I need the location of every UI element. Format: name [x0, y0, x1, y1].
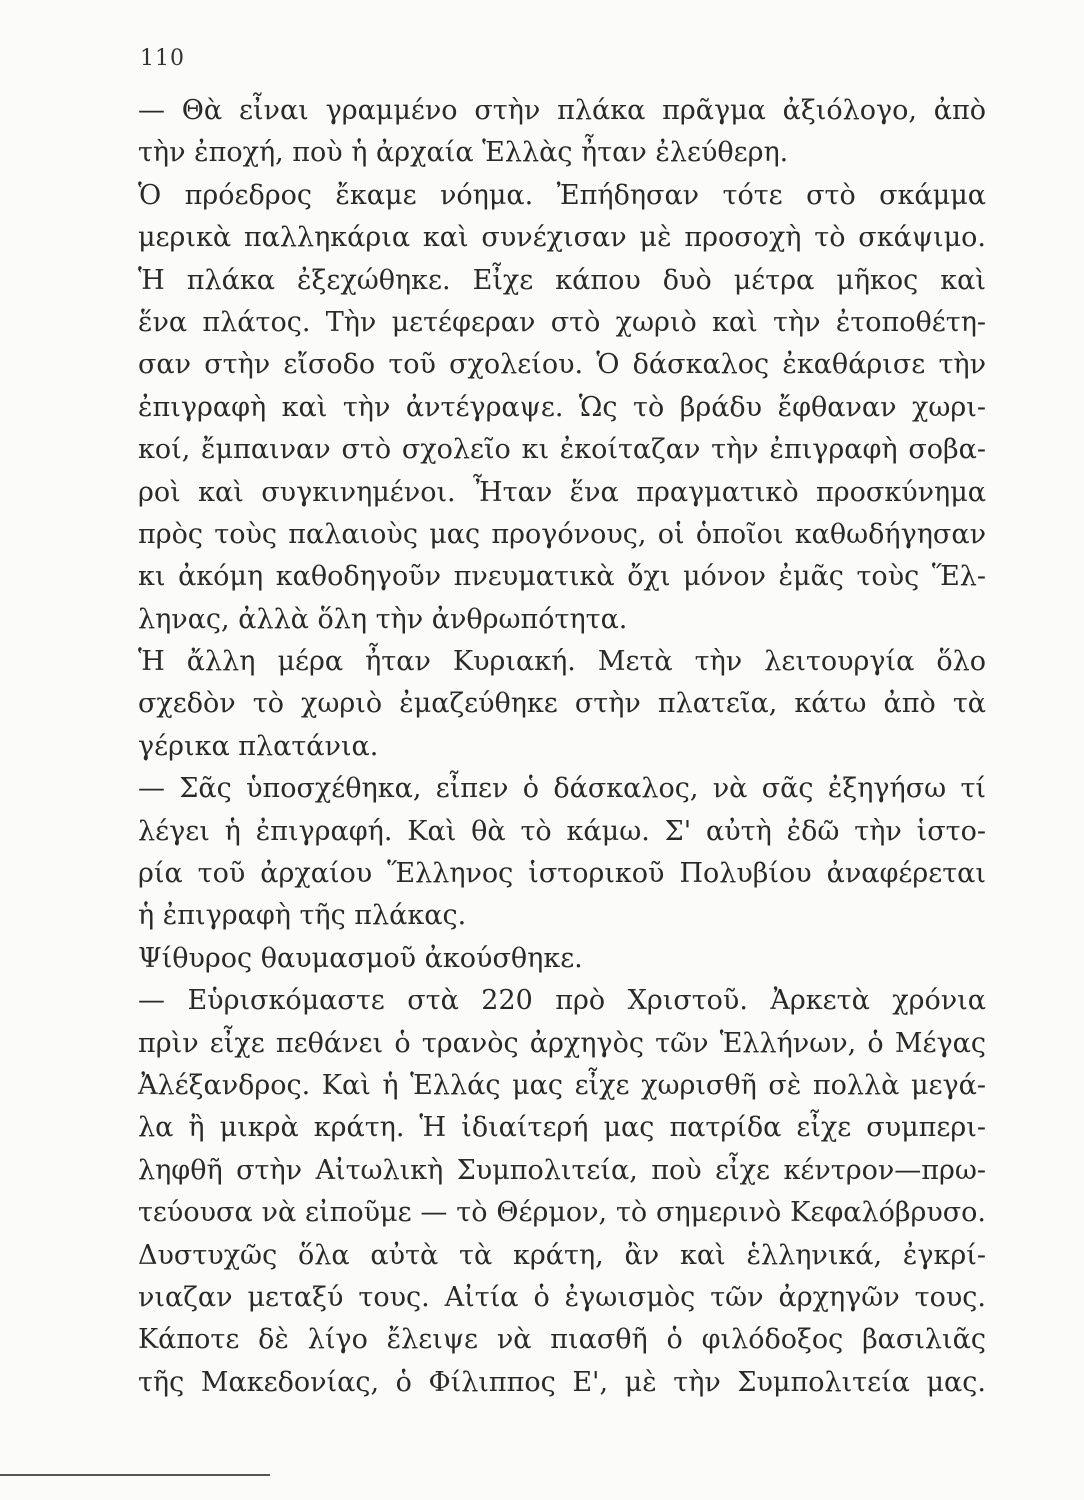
text-line: Κάποτε δὲ λίγο ἔλειψε νὰ πιασθῆ ὁ φιλόδοξος βασιλιᾶς [138, 1324, 986, 1356]
body-text [138, 90, 986, 1404]
text-line: κοί, ἔμπαιναν στὸ σχολεῖο κι ἐκοίταζαν τὴν ἐπιγραφὴ σοβα- [138, 434, 986, 466]
text-line: σχεδὸν τὸ χωριὸ ἐμαζεύθηκε στὴν πλατεῖα, κάτω ἀπὸ τὰ [138, 688, 986, 720]
text-line: ληφθῆ στὴν Αἰτωλικὴ Συμπολιτεία, ποὺ εἶχε κέντρον—πρω- [138, 1154, 986, 1186]
text-line: ἡ ἐπιγραφὴ τῆς πλάκας. [138, 900, 467, 932]
text-line: ροὶ καὶ συγκινημένοι. Ἦταν ἕνα πραγματικὸ προσκύνημα [138, 476, 986, 508]
text-line: λα ἢ μικρὰ κράτη. Ἡ ἰδιαίτερή μας πατρίδα εἶχε συμπερι- [138, 1112, 986, 1144]
text-line: νιαζαν μεταξύ τους. Αἰτία ὁ ἐγωισμὸς τῶν ἀρχηγῶν τους. [138, 1281, 986, 1313]
text-line: ἕνα πλάτος. Τὴν μετέφεραν στὸ χωριὸ καὶ τὴν ἐτοποθέτη- [138, 306, 986, 338]
text-line: — Θὰ εἶναι γραμμένο στὴν πλάκα πρᾶγμα ἀξιόλογο, ἀπὸ [138, 95, 986, 126]
text-line: ρία τοῦ ἀρχαίου Ἕλληνος ἱστορικοῦ Πολυβίου ἀναφέρεται [138, 858, 986, 890]
text-line: Δυστυχῶς ὅλα αὐτὰ τὰ κράτη, ἂν καὶ ἑλληνικά, ἐγκρί- [138, 1239, 986, 1271]
text-line: γέρικα πλατάνια. [138, 730, 379, 762]
text-line: Ἡ πλάκα ἐξεχώθηκε. Εἶχε κάπου δυὸ μέτρα μῆκος καὶ [138, 264, 986, 296]
text-line: — Εὑρισκόμαστε στὰ 220 πρὸ Χριστοῦ. Ἀρκετὰ χρόνια [138, 985, 986, 1017]
text-line: πρὸς τοὺς παλαιοὺς μας προγόνους, οἱ ὁποῖοι καθωδήγησαν [138, 518, 986, 550]
text-line: κι ἀκόμη καθοδηγοῦν πνευματικὰ ὄχι μόνον ἐμᾶς τοὺς Ἕλ- [138, 561, 986, 593]
page-number: 110 [140, 46, 185, 71]
text-line: τὴν ἐποχή, ποὺ ἡ ἀρχαία Ἑλλὰς ἦταν ἐλεύθερη. [138, 137, 789, 169]
text-line: Ψίθυρος θαυμασμοῦ ἀκούσθηκε. [138, 942, 583, 974]
footer-rule [0, 1474, 270, 1476]
text-line: μερικὰ παλληκάρια καὶ συνέχισαν μὲ προσοχὴ τὸ σκάψιμο. [138, 222, 986, 254]
text-line: πρὶν εἶχε πεθάνει ὁ τρανὸς ἀρχηγὸς τῶν Ἑλλήνων, ὁ Μέγας [138, 1027, 986, 1059]
text-line: τεύουσα νὰ εἰποῦμε — τὸ Θέρμον, τὸ σημερινὸ Κεφαλόβρυσο. [138, 1197, 986, 1229]
text-line: — Σᾶς ὑποσχέθηκα, εἶπεν ὁ δάσκαλος, νὰ σᾶς ἐξηγήσω τί [138, 773, 986, 805]
text-line: τῆς Μακεδονίας, ὁ Φίλιππος Ε', μὲ τὴν Συμπολιτεία μας. [138, 1366, 986, 1398]
text-line: Ὁ πρόεδρος ἔκαμε νόημα. Ἐπήδησαν τότε στὸ σκάμμα [138, 179, 986, 211]
text-line: ἐπιγραφὴ καὶ τὴν ἀντέγραψε. Ὡς τὸ βράδυ ἔφθαναν χωρι- [138, 391, 986, 423]
text-line: σαν στὴν εἴσοδο τοῦ σχολείου. Ὁ δάσκαλος ἐκαθάρισε τὴν [138, 349, 986, 381]
text-line: Ἀλέξανδρος. Καὶ ἡ Ἑλλάς μας εἶχε χωρισθῆ σὲ πολλὰ μεγά- [138, 1069, 986, 1101]
text-line: ληνας, ἀλλὰ ὅλη τὴν ἀνθρωπότητα. [138, 603, 628, 635]
text-line: λέγει ἡ ἐπιγραφή. Καὶ θὰ τὸ κάμω. Σ' αὐτὴ ἐδῶ τὴν ἱστο- [138, 815, 986, 847]
text-line: Ἡ ἄλλη μέρα ἦταν Κυριακή. Μετὰ τὴν λειτουργία ὅλο [138, 646, 986, 678]
